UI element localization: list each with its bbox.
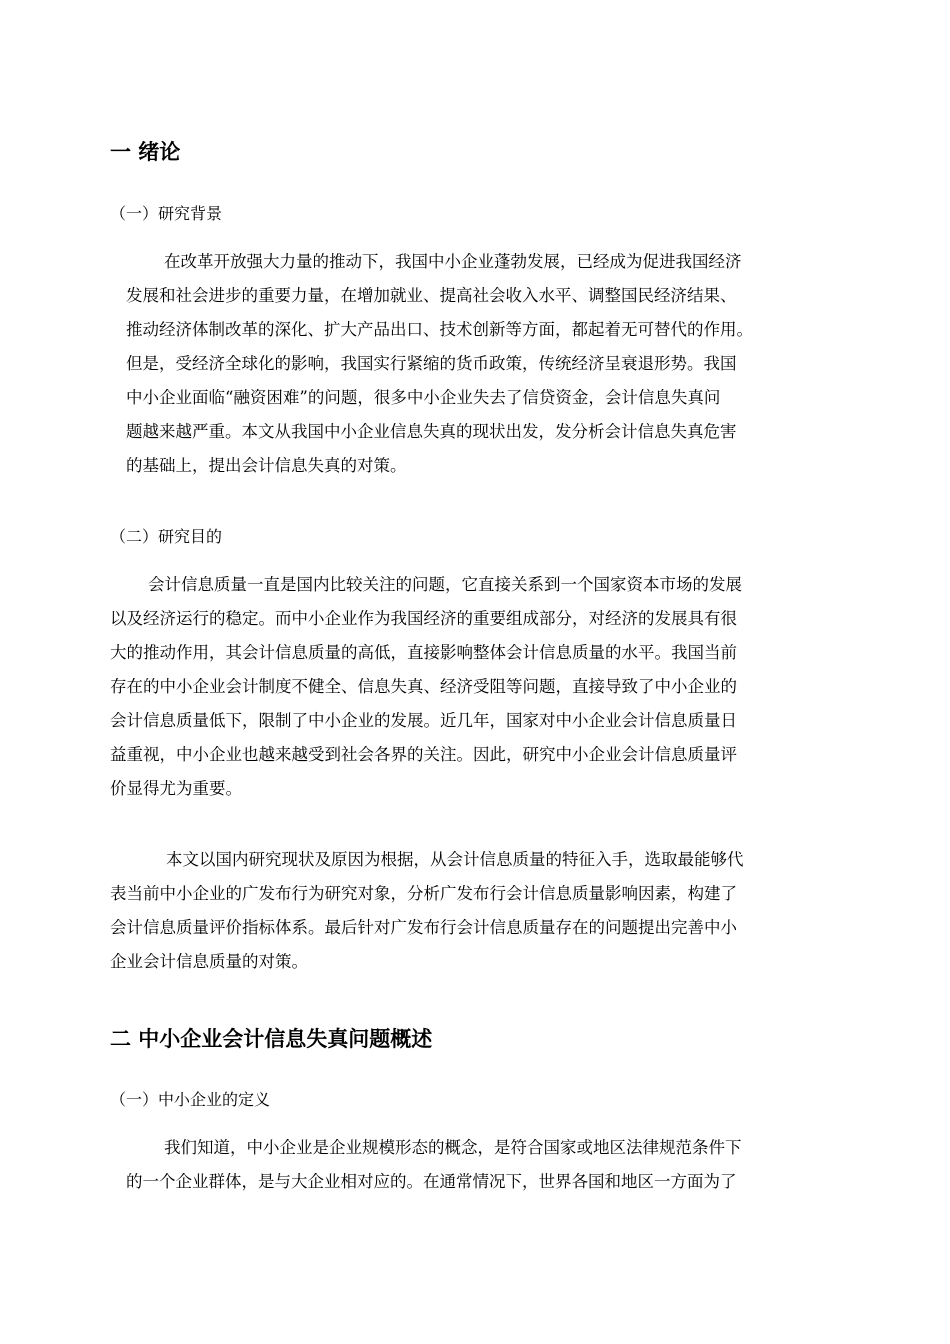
- text-line: 本文以国内研究现状及原因为根据，从会计信息质量的特征入手，选取最能够代: [166, 850, 744, 869]
- text-line: 在改革开放强大力量的推动下，我国中小企业蓬勃发展，已经成为促进我国经济: [164, 252, 742, 271]
- section-heading-introduction: 一 绪论: [110, 140, 181, 164]
- text-line: 价显得尤为重要。: [110, 779, 242, 798]
- text-line: 题越来越严重。本文从我国中小企业信息失真的现状出发，发分析会计信息失真危害: [126, 422, 737, 441]
- paragraph-research-background: [126, 245, 753, 483]
- text-line: 但是，受经济全球化的影响，我国实行紧缩的货币政策，传统经济呈衰退形势。我国: [126, 354, 737, 373]
- text-line: 会计信息质量评价指标体系。最后针对广发布行会计信息质量存在的问题提出完善中小: [110, 918, 737, 937]
- text-line: 企业会计信息质量的对策。: [110, 952, 308, 971]
- text-line: 益重视，中小企业也越来越受到社会各界的关注。因此，研究中小企业会计信息质量评: [110, 745, 737, 764]
- paragraph-research-purpose-2: [110, 843, 744, 979]
- text-line: 我们知道，中小企业是企业规模形态的概念，是符合国家或地区法律规范条件下: [164, 1138, 742, 1157]
- text-line: 大的推动作用，其会计信息质量的高低，直接影响整体会计信息质量的水平。我国当前: [110, 643, 737, 662]
- text-line: 会计信息质量低下，限制了中小企业的发展。近几年，国家对中小企业会计信息质量日: [110, 711, 737, 730]
- text-line: 表当前中小企业的广发布行为研究对象，分析广发布行会计信息质量影响因素，构建了: [110, 884, 737, 903]
- subsection-heading-research-purpose: （二）研究目的: [110, 527, 223, 546]
- text-line: 发展和社会进步的重要力量，在增加就业、提高社会收入水平、调整国民经济结果、: [126, 286, 737, 305]
- text-line: 会计信息质量一直是国内比较关注的问题，它直接关系到一个国家资本市场的发展: [148, 575, 742, 594]
- paragraph-sme-definition: [126, 1131, 742, 1199]
- text-line: 推动经济体制改革的深化、扩大产品出口、技术创新等方面，都起着无可替代的作用。: [126, 320, 753, 339]
- text-line: 的一个企业群体，是与大企业相对应的。在通常情况下，世界各国和地区一方面为了: [126, 1172, 737, 1191]
- text-line: 存在的中小企业会计制度不健全、信息失真、经济受阻等问题，直接导致了中小企业的: [110, 677, 737, 696]
- text-line: 以及经济运行的稳定。而中小企业作为我国经济的重要组成部分，对经济的发展具有很: [110, 609, 737, 628]
- paragraph-research-purpose-1: [110, 568, 742, 806]
- subsection-heading-sme-definition: （一）中小企业的定义: [110, 1090, 271, 1109]
- text-line: 中小企业面临“融资困难”的问题，很多中小企业失去了信贷资金，会计信息失真问: [126, 388, 721, 407]
- text-line: 的基础上，提出会计信息失真的对策。: [126, 456, 407, 475]
- section-heading-sme-info-distortion-overview: 二 中小企业会计信息失真问题概述: [110, 1027, 433, 1051]
- subsection-heading-research-background: （一）研究背景: [110, 204, 223, 223]
